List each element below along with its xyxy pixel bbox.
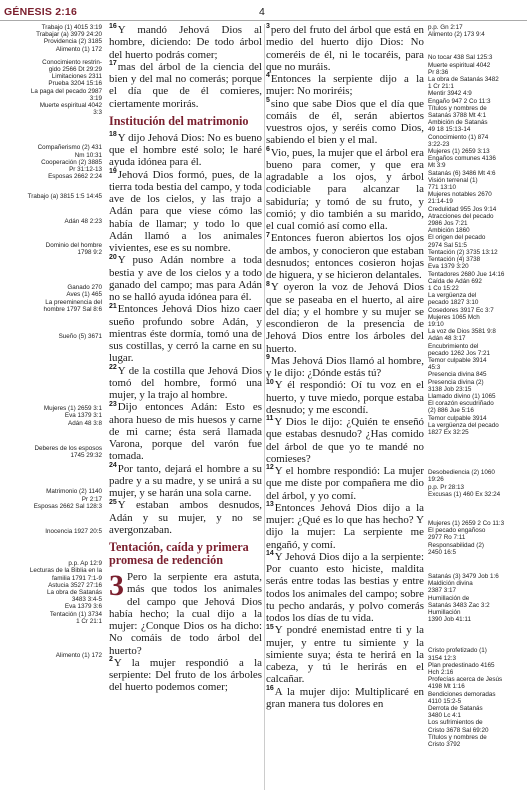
cross-reference-entry: Lecturas de la Biblia en la: [29, 567, 102, 575]
cross-reference-entry: 3:22-23: [428, 140, 450, 148]
cross-reference-entry: Credulidad 955 Jos 9:14: [428, 205, 497, 213]
cross-reference-entry: Conocimiento (1) 874: [428, 133, 489, 141]
verse-number: 21: [109, 302, 117, 310]
cross-reference-entry: Presencia divina 845: [428, 371, 487, 379]
cross-reference-entry: Responsabilidad (2): [428, 541, 485, 549]
verse-number: 8: [266, 280, 270, 288]
cross-reference-entry: 2986 Jos 7:21: [428, 220, 468, 228]
verse-number: 16: [109, 23, 117, 31]
cross-reference-entry: Llamado divino (1) 1065: [428, 392, 496, 400]
cross-reference-entry: Engaños comunes 4136: [428, 155, 496, 163]
verse-text: Y estaban ambos desnudos, Adán y su mujer, y no se avergonzaban.: [109, 499, 262, 536]
verse-3-14: [266, 551, 424, 625]
cross-reference-entry: 2977 Ro 7:11: [428, 534, 466, 542]
verse-number: 16: [266, 684, 274, 692]
cross-reference-entry: La preeminencia del: [45, 298, 102, 306]
verse-3-4: [266, 73, 424, 98]
cross-reference-entry: pecado 1827 3:10: [428, 299, 479, 307]
verse-2-18: [109, 132, 262, 169]
verse-text: Y pondré enemistad entre ti y la mujer, y entre tu simiente y la simiente suya; ésta te herirá en la cabeza, y tú le herirás en el calcañar.: [266, 624, 424, 686]
scripture-column-2: [266, 24, 424, 710]
verse-text: Y de la costilla que Jehová Dios tomó del hombre, formó una mujer, y la trajo al hombre.: [109, 364, 262, 401]
verse-2-24: [109, 463, 262, 500]
cross-reference-column-left: [2, 24, 102, 659]
cross-reference-entry: 3:19: [89, 94, 102, 102]
cross-reference-entry: Hch 2:16: [428, 669, 454, 677]
cross-reference-entry: 2974 Sal 51:5: [428, 241, 467, 249]
verse-number: 3: [266, 23, 270, 31]
scripture-column-1: [109, 24, 262, 694]
verse-number: 18: [109, 131, 117, 139]
verse-number: 25: [109, 498, 117, 506]
cross-reference-entry: Satanás (3) 3479 Job 1:6: [428, 573, 499, 580]
cross-reference-column-right: [428, 24, 526, 748]
verse-text: Entonces Jehová Dios hizo caer sueño profundo sobre Adán, y mientras éste dormía, tomó una de sus costillas, y cerró la carne en su lugar.: [109, 303, 262, 365]
verse-number: 10: [266, 378, 274, 386]
cross-reference-entry: Tentación (2) 3735 13:12: [428, 248, 498, 256]
cross-reference-entry: Los sufrimientos de: [428, 719, 483, 727]
verse-number: 14: [266, 550, 274, 558]
verse-number: 12: [266, 464, 274, 472]
verse-text: Mas Jehová Dios llamó al hombre, y le dijo: ¿Dónde estás tú?: [266, 354, 424, 379]
verse-3-12: [266, 465, 424, 502]
verse-number: 2: [109, 656, 113, 664]
cross-reference-entry: Mt 3:9: [428, 162, 446, 170]
header-rule: [0, 20, 527, 21]
cross-reference-entry: Alimento (1) 172: [55, 45, 102, 53]
cross-reference-entry: Cristo 3792: [428, 741, 461, 749]
cross-reference-entry: Ganado 270: [67, 284, 102, 292]
cross-reference-entry: El pecado engañoso: [428, 527, 486, 535]
cross-reference-entry: Humillación de: [428, 594, 470, 602]
verse-text: A la mujer dijo: Multiplicaré en gran manera tus dolores en: [266, 685, 424, 710]
verse-text: Y puso Adán nombre a toda bestia y ave de los cielos y a todo ganado del campo; mas para Adán no se halló ayuda idónea para él.: [109, 254, 262, 303]
cross-reference-entry: Nm 10:31: [74, 151, 102, 159]
verse-3-9: [266, 355, 424, 380]
verse-text: Vio, pues, la mujer que el árbol era bueno para comer, y que era agradable a los ojos, y árbol codiciable para alcanzar la sabiduría; y tomó de su fruto, y comió; y dio también a su marido, el cual comió así como ella.: [266, 146, 424, 232]
cross-reference-entry: 4198 Mt 1:16: [428, 683, 465, 691]
verse-text: Por tanto, dejará el hombre a su padre y a su madre, y se unirá a su mujer, y se harán una sola carne.: [109, 462, 262, 499]
cross-reference-entry: Atracciones del pecado: [428, 212, 494, 220]
cross-reference-entry: Humillación: [428, 609, 461, 617]
verse-number: 19: [109, 167, 117, 175]
verse-text: Y dijo Jehová Dios: No es bueno que el hombre esté solo; le haré ayuda idónea para él.: [109, 131, 262, 169]
verse-3-11: [266, 416, 424, 465]
verse-text: Pero la serpiente era astuta, más que todos los animales del campo que Jehová Dios había hecho; la cual dijo a la mujer: ¿Conque Dios os ha dicho: No comáis de todo árbol del huerto?: [109, 571, 262, 657]
cross-reference-entry: Muerte espiritual 4042: [428, 61, 491, 69]
section-heading: Institución del matrimonio: [109, 113, 249, 128]
verse-2-21: [109, 303, 262, 364]
cross-reference-entry: Excusas (1) 460 Ex 32:24: [428, 490, 501, 498]
cross-reference-entry: Tentación (4) 3738: [428, 256, 481, 264]
verse-3-3: [266, 24, 424, 73]
verse-3-16: [266, 686, 424, 711]
verse-text: Dijo entonces Adán: Esto es ahora hueso de mis huesos y carne de mi carne; ésta será llamada Varona, porque del varón fue tomada.: [109, 401, 262, 463]
verse-number: 15: [266, 623, 274, 631]
section-heading: Tentación, caída y primera promesa de redención: [109, 540, 249, 567]
cross-reference-entry: Plan predestinado 4165: [428, 661, 495, 669]
cross-reference-entry: Sueño (5) 3671: [58, 333, 102, 341]
cross-reference-entry: Títulos y nombres de: [428, 733, 487, 741]
cross-reference-entry: 1827 Ex 32:25: [428, 428, 469, 436]
verse-3-10: [266, 379, 424, 416]
cross-reference-entry: Dominio del hombre: [45, 241, 102, 249]
cross-reference-entry: Satanás 3788 Mt 4:1: [428, 112, 487, 120]
verse-text: Y Jehová Dios dijo a la serpiente: Por cuanto esto hiciste, maldita serás entre todas las bestias y entre todos los animales del campo; sobre tu pecho andarás, y polvo comerás todos los días de tu vida.: [266, 550, 424, 624]
verse-text: mas del árbol de la ciencia del bien y del mal no comerás; porque el día que de él comieres, ciertamente morirás.: [109, 60, 262, 110]
cross-reference-entry: Providencia (2) 3185: [43, 38, 102, 46]
cross-reference-entry: 2387 3:17: [428, 587, 457, 595]
cross-reference-entry: El origen del pecado: [428, 234, 486, 242]
cross-reference-entry: La obra de Satanás: [47, 588, 102, 596]
verse-text: Y mandó Jehová Dios al hombre, diciendo: De todo árbol del huerto podrás comer;: [109, 24, 262, 61]
cross-reference-entry: Pr 31:12-13: [69, 166, 102, 174]
cross-reference-entry: Adán 48 3:17: [428, 335, 466, 343]
cross-reference-entry: Pr 2:17: [81, 495, 102, 503]
verse-number: 24: [109, 461, 117, 469]
verse-number: 22: [109, 363, 117, 371]
cross-reference-entry: 3:3: [93, 109, 102, 117]
verse-number: 5: [266, 96, 270, 104]
cross-reference-entry: No tocar 438 Sal 125:3: [428, 54, 493, 62]
cross-reference-entry: Bendiciones demoradas: [428, 690, 496, 698]
cross-reference-entry: Presencia divina (2): [428, 378, 484, 386]
cross-reference-entry: Alimento (1) 172: [55, 651, 102, 659]
cross-reference-entry: 3154 12:3: [428, 654, 457, 662]
cross-reference-entry: Visión terrenal (1): [428, 176, 478, 184]
verse-text: Y él respondió: Oí tu voz en el huerto, y tuve miedo, porque estaba desnudo; y me escondí.: [266, 379, 424, 416]
cross-reference-entry: Pr 8:36: [428, 68, 449, 76]
cross-reference-entry: 1745 29:32: [70, 452, 102, 460]
cross-reference-entry: Temor culpable 3914: [428, 356, 487, 364]
cross-reference-entry: Astucia 3527 27:16: [48, 581, 102, 589]
verse-number: 20: [109, 253, 117, 261]
verse-number: 6: [266, 145, 270, 153]
cross-reference-entry: 3480 Lc 4:1: [428, 712, 461, 720]
verse-3-7: [266, 232, 424, 281]
verse-text: Entonces la serpiente dijo a la mujer: No moriréis;: [266, 73, 424, 98]
verse-3-13: [266, 502, 424, 551]
verse-3-8: [266, 281, 424, 355]
cross-reference-entry: Cristo profetizado (1): [428, 647, 487, 655]
verse-2-25: [109, 499, 262, 536]
cross-reference-entry: Prueba 3204 15:16: [48, 80, 102, 88]
verse-number: 17: [109, 60, 117, 68]
cross-reference-entry: Satanás 3483 Zac 3:2: [428, 601, 490, 609]
cross-reference-entry: El corazón escudriñado: [428, 400, 494, 408]
cross-reference-entry: Adán 48 2:23: [64, 217, 102, 225]
cross-reference-entry: Profecías acerca de Jesús: [428, 676, 503, 684]
cross-reference-entry: Esposas 2662 2:24: [48, 173, 102, 181]
verse-number: 7: [266, 231, 270, 239]
cross-reference-entry: Mujeres (1) 2659 3:13: [428, 148, 490, 156]
cross-reference-entry: Derrota de Satanás: [428, 705, 483, 713]
cross-reference-entry: Desobediencia (2) 1060: [428, 469, 495, 477]
cross-reference-entry: Inocencia 1927 20:5: [45, 527, 102, 535]
verse-number: 11: [266, 415, 274, 423]
cross-reference-entry: 2450 16:5: [428, 548, 457, 556]
verse-text: Y la mujer respondió a la serpiente: Del fruto de los árboles del huerto podemos comer;: [109, 656, 262, 694]
verse-2-20: [109, 254, 262, 303]
verse-text: Y oyeron la voz de Jehová Dios que se paseaba en el huerto, al aire del día; y el hombre y su mujer se escondieron de la presencia de Jehová Dios entre los árboles del huerto.: [266, 281, 424, 355]
cross-reference-entry: 771 13:10: [428, 184, 457, 192]
cross-reference-entry: Deberes de los esposos: [34, 444, 102, 452]
verse-2-19: [109, 169, 262, 255]
verse-number: 23: [109, 400, 117, 408]
cross-reference-entry: Cosedores 3917 Ec 3:7: [428, 306, 494, 314]
cross-reference-entry: Eva 1379 3:20: [428, 263, 469, 271]
cross-reference-entry: Adán 48 3:8: [68, 419, 102, 427]
cross-reference-entry: Mentir 3942 4:9: [428, 90, 472, 98]
cross-reference-entry: Trabajar (a) 3979 24:20: [36, 31, 102, 39]
verse-text: sino que sabe Dios que el día que comáis de él, serán abiertos vuestros ojos, y seréis como Dios, sabiendo el bien y el mal.: [266, 97, 424, 147]
verse-2-22: [109, 365, 262, 402]
verse-number: 13: [266, 501, 274, 509]
cross-reference-entry: Trabajo (a) 3815 1:5 14:45: [27, 193, 102, 201]
cross-reference-entry: Engaño 947 2 Co 11:3: [428, 97, 491, 105]
verse-3-5: [266, 98, 424, 147]
cross-reference-entry: Eva 1379 3:1: [64, 412, 102, 420]
cross-reference-entry: Satanás (6) 3486 Mt 4:6: [428, 169, 496, 177]
verse-text: Y Dios le dijo: ¿Quién te enseñó que estabas desnudo? ¿Has comido del árbol de que yo te mandé no comieses?: [266, 416, 424, 465]
cross-reference-entry: 1 Cr 21:1: [428, 83, 454, 91]
verse-number: 4: [266, 72, 270, 80]
cross-reference-entry: (2) 886 Jue 5:16: [428, 407, 474, 415]
verse-text: Entonces Jehová Dios dijo a la mujer: ¿Qué es lo que has hecho? Y dijo la mujer: La serpiente me engañó, y comí.: [266, 501, 424, 551]
cross-reference-entry: Mujeres (1) 2659 3:1: [43, 405, 102, 413]
cross-reference-entry: Mujeres (1) 2659 2 Co 11:3: [428, 519, 505, 527]
cross-reference-entry: hombre 1797 Sal 8:6: [43, 305, 102, 313]
cross-reference-entry: Eva 1379 3:6: [64, 603, 102, 611]
verse-2-16: [109, 24, 262, 61]
cross-reference-entry: Maldición divina: [428, 580, 473, 588]
verse-3-15: [266, 624, 424, 685]
cross-reference-entry: p.p. Pr 28:13: [428, 483, 465, 491]
cross-reference-entry: 3138 Job 23:15: [428, 385, 472, 393]
cross-reference-entry: Limitaciones 2311: [51, 73, 102, 81]
cross-reference-entry: Esposas 2662 Sal 128:3: [33, 502, 102, 510]
cross-reference-entry: 19:26: [428, 476, 444, 484]
cross-reference-entry: 3483 3:4-5: [71, 596, 102, 604]
verse-3-6: [266, 147, 424, 233]
cross-reference-entry: 4110 15:2-5: [428, 697, 462, 705]
cross-reference-entry: Mujeres 1065 Mch: [428, 313, 480, 321]
cross-reference-entry: Compañerismo (2) 431: [37, 144, 102, 152]
cross-reference-entry: 21:14-19: [428, 198, 453, 206]
cross-reference-entry: Mujeres notables 2670: [428, 191, 492, 199]
cross-reference-entry: Matrimonio (2) 1140: [46, 488, 102, 496]
cross-reference-entry: Encubrimiento del: [428, 342, 479, 350]
cross-reference-entry: Títulos y nombres de: [428, 104, 487, 112]
cross-reference-entry: Ambición 1860: [428, 227, 470, 235]
cross-reference-entry: La vergüenza del pecado: [428, 421, 499, 429]
cross-reference-entry: Tentación (1) 3734: [49, 610, 102, 618]
verse-3-2: [109, 657, 262, 694]
cross-reference-entry: 19:10: [428, 320, 444, 328]
cross-reference-entry: pecado 1262 Jos 7:21: [428, 349, 490, 357]
cross-reference-entry: p.p. Ap 12:9: [68, 560, 102, 568]
cross-reference-entry: Trabajo (1) 4015 3:19: [41, 24, 102, 31]
cross-reference-entry: Aves (1) 465: [66, 291, 102, 299]
cross-reference-entry: 1 Cr 21:1: [76, 617, 102, 625]
cross-reference-entry: Caída de Adán 692: [428, 277, 482, 285]
cross-reference-entry: Temor culpable 3914: [428, 414, 487, 422]
verse-2-17: [109, 61, 262, 110]
cross-reference-entry: Cooperación (2) 3885: [41, 158, 102, 166]
cross-reference-entry: La vergüenza del: [428, 292, 477, 300]
verse-2-23: [109, 401, 262, 462]
verse-number: 9: [266, 354, 270, 362]
cross-reference-entry: Tentadores 2680 Jue 14:16: [428, 270, 505, 278]
cross-reference-entry: gido 2566 Dt 29:29: [48, 66, 102, 74]
cross-reference-entry: 1 Co 15:22: [428, 284, 459, 292]
verse-3-1: [109, 571, 262, 657]
cross-reference-entry: Cristo 3678 Sal 69:20: [428, 726, 489, 734]
cross-reference-entry: La obra de Satanás 3482: [428, 76, 499, 84]
page-number: 4: [259, 6, 265, 18]
verse-text: pero del fruto del árbol que está en medio del huerto dijo Dios: No comeréis de él, ni le tocaréis, para que no muráis.: [266, 24, 424, 73]
cross-reference-entry: Muerte espiritual 4042: [39, 102, 102, 110]
cross-reference-entry: 1390 Job 41:11: [428, 616, 471, 624]
cross-reference-entry: Conocimiento restrin-: [42, 58, 102, 66]
cross-reference-entry: 49 18 15:13-14: [428, 126, 471, 134]
verse-text: Jehová Dios formó, pues, de la tierra toda bestia del campo, y toda ave de los cielos, y las trajo a Adán para que viese cómo las había de llamar; y todo lo que Adán llamó a los animales vivientes, ese es su nombre.: [109, 168, 262, 254]
cross-reference-entry: La paga del pecado 2987: [30, 87, 102, 95]
chapter-number: 3: [109, 569, 124, 602]
verse-text: Y el hombre respondió: La mujer que me diste por compañera me dio del árbol, y yo comí.: [266, 465, 424, 502]
cross-reference-entry: familia 1791 7:1-9: [51, 574, 102, 582]
running-head: GÉNESIS 2:16: [4, 6, 78, 18]
cross-reference-entry: 1798 9:2: [77, 249, 102, 257]
cross-reference-entry: La voz de Dios 3581 9:8: [428, 328, 496, 336]
cross-reference-entry: Alimento (2) 173 9:4: [428, 31, 485, 39]
verse-text: Entonces fueron abiertos los ojos de ambos, y conocieron que estaban desnudos; entonces cosieron hojas de higuera, y se hicieron delantales.: [266, 232, 424, 281]
cross-reference-entry: Ambición de Satanás: [428, 119, 488, 127]
column-divider: [264, 24, 265, 790]
cross-reference-entry: p.p. Gn 2:17: [428, 24, 463, 31]
cross-reference-entry: 45:3: [428, 364, 441, 372]
